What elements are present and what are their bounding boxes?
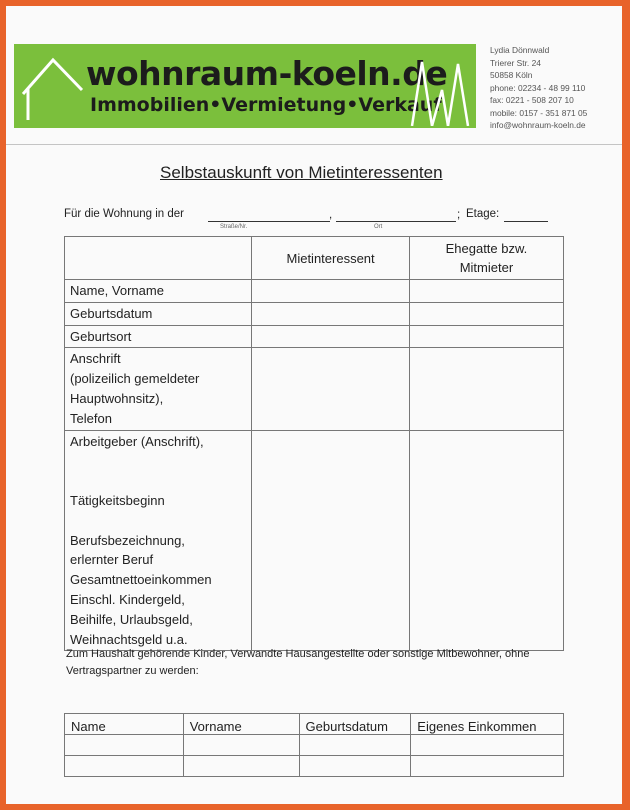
col-spouse-line1: Ehegatte bzw.	[445, 241, 528, 256]
form-title: Selbstauskunft von Mietinteressenten	[160, 163, 443, 182]
city-field[interactable]	[336, 221, 456, 222]
birthdate-cell[interactable]	[299, 756, 411, 777]
name-cell[interactable]	[65, 756, 184, 777]
semicolon-separator: ;	[457, 209, 461, 221]
etage-field[interactable]	[504, 221, 548, 222]
row-label: Geburtsdatum	[65, 302, 252, 325]
col-spouse	[409, 237, 563, 280]
contact-street: Trierer Str. 24	[490, 57, 541, 68]
etage-label: Etage:	[466, 208, 500, 220]
row-label: Geburtsort	[65, 325, 252, 348]
income-cell[interactable]	[411, 735, 564, 756]
brand-name: wohnraum-koeln.de	[86, 54, 448, 93]
col-first-name: Vorname	[183, 714, 299, 735]
street-field[interactable]	[208, 221, 330, 222]
table-row	[65, 325, 564, 348]
spouse-name-cell[interactable]	[409, 280, 563, 303]
spouse-address-cell[interactable]	[409, 348, 563, 430]
comma-separator: ,	[329, 209, 333, 221]
first-name-cell[interactable]	[183, 756, 299, 777]
contact-mobile: mobile: 0157 - 351 871 05	[490, 107, 588, 118]
applicant-employer-cell[interactable]	[252, 430, 410, 651]
applicant-name-cell[interactable]	[252, 280, 410, 303]
col-applicant: Mietinteressent	[252, 237, 410, 280]
row-label: Arbeitgeber (Anschrift), Tätigkeitsbeginn Berufsbezeichnung, erlernter Beruf Gesamtnettoeinkommen Einschl. Kindergeld, Beihilfe, Urlaubsgeld, Weihnachtsgeld u.a.	[65, 430, 252, 651]
table-row	[65, 302, 564, 325]
applicant-birthdate-cell[interactable]	[252, 302, 410, 325]
document-page	[6, 6, 622, 804]
contact-city: 50858 Köln	[490, 70, 533, 80]
applicant-table	[64, 236, 564, 651]
contact-fax: fax: 0221 - 508 207 10	[490, 95, 574, 105]
cathedral-icon	[408, 54, 472, 126]
birthdate-cell[interactable]	[299, 735, 411, 756]
income-cell[interactable]	[411, 756, 564, 777]
city-hint: Ort	[374, 224, 383, 230]
first-name-cell[interactable]	[183, 735, 299, 756]
spouse-birthdate-cell[interactable]	[409, 302, 563, 325]
table-row	[65, 348, 564, 430]
table-row	[65, 735, 564, 756]
name-cell[interactable]	[65, 735, 184, 756]
header-divider	[6, 144, 622, 145]
table-row	[65, 430, 564, 651]
contact-block	[490, 44, 618, 132]
household-header-row	[65, 714, 564, 735]
col-income: Eigenes Einkommen	[411, 714, 564, 735]
col-birthdate: Geburtsdatum	[299, 714, 411, 735]
contact-email: info@wohnraum-koeln.de	[490, 120, 586, 130]
table-header-row	[65, 237, 564, 280]
header-blank-cell	[65, 237, 252, 280]
household-table	[64, 713, 564, 777]
row-label: Name, Vorname	[65, 280, 252, 303]
row-label: Anschrift (polizeilich gemeldeter Hauptwohnsitz), Telefon	[65, 348, 252, 430]
brand-tagline: Immobilien•Vermietung•Verkauf	[90, 94, 442, 116]
table-row	[65, 756, 564, 777]
brand-banner	[14, 44, 476, 128]
contact-phone: phone: 02234 - 48 99 110	[490, 82, 586, 93]
col-spouse-line2: Mitmieter	[459, 260, 514, 275]
applicant-address-cell[interactable]	[252, 348, 410, 430]
spouse-employer-cell[interactable]	[409, 430, 563, 651]
house-icon	[20, 50, 86, 122]
table-row	[65, 280, 564, 303]
contact-name: Lydia Dönnwald	[490, 45, 550, 55]
household-note: Zum Haushalt gehörende Kinder, Verwandte Hausangestellte oder sonstige Mitbewohner, ohne Vertragspartner zu werden:	[66, 648, 530, 677]
spouse-birthplace-cell[interactable]	[409, 325, 563, 348]
applicant-birthplace-cell[interactable]	[252, 325, 410, 348]
address-label: Für die Wohnung in der	[64, 208, 184, 220]
col-name: Name	[65, 714, 184, 735]
street-hint: Straße/Nr.	[220, 224, 248, 230]
